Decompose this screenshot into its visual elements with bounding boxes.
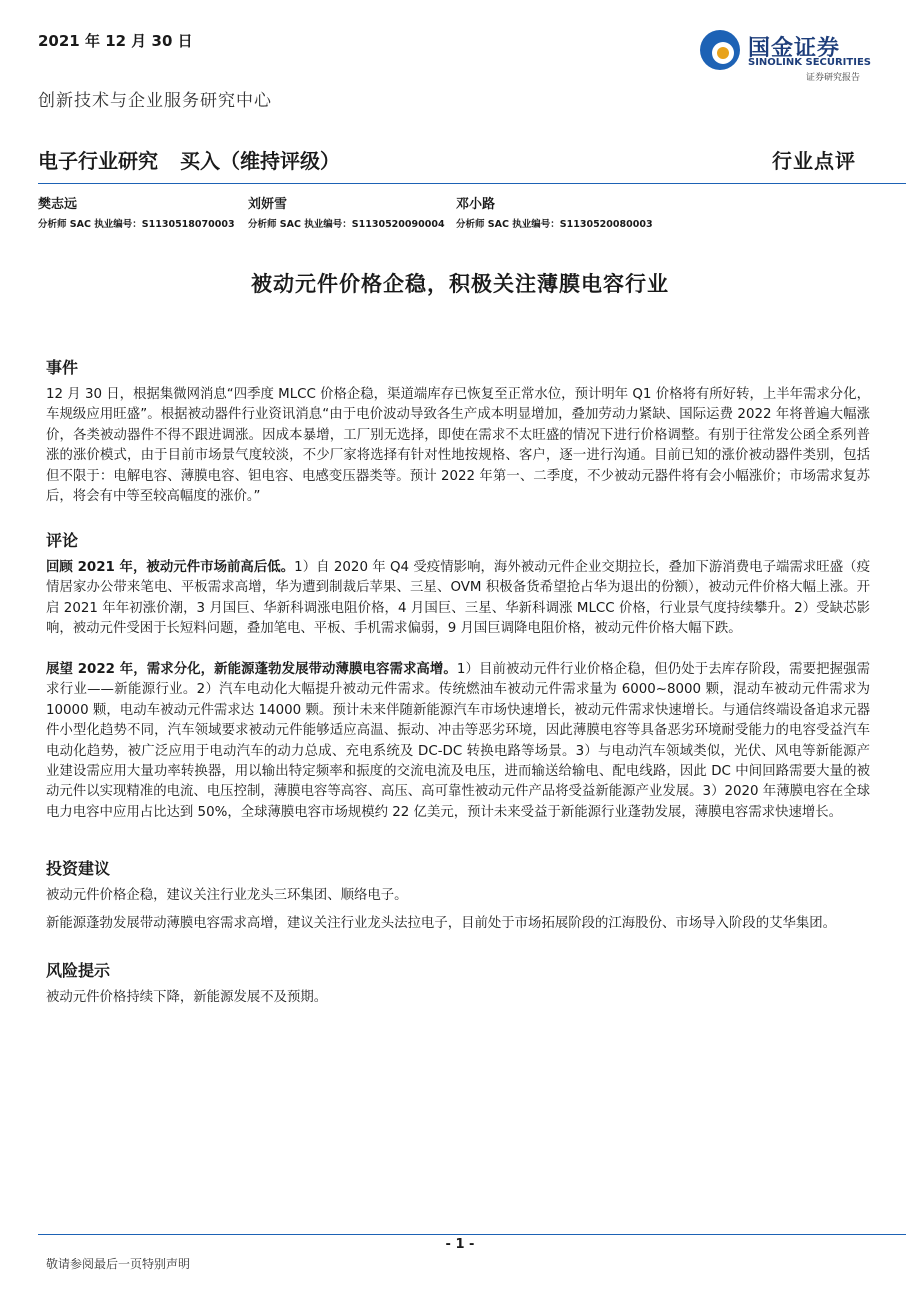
disclaimer-link: 敬请参阅最后一页特别声明 <box>46 1257 191 1271</box>
logo-english-name: SINOLINK SECURITIES <box>748 57 871 68</box>
analyst-card <box>38 193 248 230</box>
footer-divider <box>38 1234 906 1235</box>
page-number: - 1 - <box>445 1237 475 1252</box>
investment-paragraph: 被动元件价格企稳，建议关注行业龙头三环集团、顺络电子。 <box>46 888 408 903</box>
event-paragraph: 12 月 30 日，根据集微网消息“四季度 MLCC 价格企稳，渠道端库存已恢复至正常水位，预计明年 Q1 价格将有所好转，上半年需求分化，车规级应用旺盛”。根据被动器件行业资讯消息“由于电价波动导致各生产成本明显增加，叠加劳动力紧缺、国际运费 2022 年将普遍大幅涨价，各类被动器件不得不跟进调涨。因成本暴增，工厂别无选择，即使在需求不太旺盛的情况下进行价格调整。有别于往常发公函全系列普涨的涨价模式，由于目前市场景气度较淡，不少厂家将选择有针对性地按规格、客户，逐一进行沟通。目前已知的涨价被动器件类别，包括但不限于：电解电容、薄膜电容、钽电容、电感变压器类等。预计 2022 年第一、二季度，不少被动元器件将有会小幅涨价；市场需求复苏后，将会有中等至较高幅度的涨价。” <box>46 387 870 505</box>
rating-label: 买入（维持评级） <box>180 149 340 173</box>
document-title: 被动元件价格企稳，积极关注薄膜电容行业 <box>251 272 669 296</box>
paragraph-lead: 回顾 2021 年，被动元件市场前高后低。 <box>46 560 295 575</box>
analyst-card <box>248 193 458 230</box>
paragraph-lead: 展望 2022 年，需求分化，新能源蓬勃发展带动薄膜电容需求高增。 <box>46 662 457 677</box>
analyst-card <box>456 193 666 230</box>
section-heading-comment: 评论 <box>46 531 79 550</box>
section-heading-investment: 投资建议 <box>46 859 111 878</box>
analyst-id: 分析师 SAC 执业编号：S1130520080003 <box>456 219 653 230</box>
paragraph-body: 1）目前被动元件行业价格企稳，但仍处于去库存阶段，需要把握强需求行业——新能源行业。2）汽车电动化大幅提升被动元件需求。传统燃油车被动元件需求量为 6000~8000 颗，混动车被动元件需求为 10000 颗，电动车被动元件需求达 14000 颗。预计未来伴随新能源汽车市场快速增长，被动元件需求快速增长。与通信终端设备追求元器件小型化趋势不同，汽车领域要求被动元件能够适应高温、振动、冲击等恶劣环境，因此薄膜电容等具备恶劣环境耐受能力的电容受益汽车电动化趋势，被广泛应用于电动汽车的动力总成、充电系统及 DC-DC 转换电路等场景。3）与电动汽车领域类似，光伏、风电等新能源产业建设需应用大量功率转换器，用以输出特定频率和振度的交流电流及电压，进而输送给输电、配电线路，因此 DC 中间回路需要大量的被动元件以实现精准的电流、电压控制，薄膜电容等高容、高压、高可靠性被动元件产品将受益新能源产业发展。3）2020 年薄膜电容在全球电力电容中应用占比达到 50%，全球薄膜电容市场规模约 22 亿美元，预计未来受益于新能源行业蓬勃发展，薄膜电容需求快速增长。 <box>46 662 870 820</box>
report-date: 2021 年 12 月 30 日 <box>38 32 193 50</box>
paragraph-body: 1）自 2020 年 Q4 受疫情影响，海外被动元件企业交期拉长，叠加下游消费电子端需求旺盛（疫情居家办公带来笔电、平板需求高增，华为遭到制裁后苹果、三星、OVM 积极备货希望抢占华为退出的份额），被动元件价格大幅上涨。开启 2021 年年初涨价潮，3 月国巨、华新科调涨电阻价格，4 月国巨、三星、华新科调涨 MLCC 价格，行业景气度持续攀升。2）受缺芯影响，被动元件受困于长短料问题，叠加笔电、平板、手机需求偏弱，9 月国巨调降电阻价格，被动元件价格大幅下跌。 <box>46 560 870 637</box>
section-heading-event: 事件 <box>46 358 79 377</box>
analyst-name: 刘妍雪 <box>248 197 288 212</box>
analyst-id: 分析师 SAC 执业编号：S1130520090004 <box>248 219 445 230</box>
analyst-name: 邓小路 <box>456 197 496 212</box>
analyst-id: 分析师 SAC 执业编号：S1130518070003 <box>38 219 235 230</box>
comment-paragraph-outlook <box>46 660 870 823</box>
analyst-name: 樊志远 <box>38 197 78 212</box>
logo-chinese-name: 国金证券 <box>748 36 841 61</box>
report-header <box>38 145 362 174</box>
investment-paragraph: 新能源蓬勃发展带动薄膜电容需求高增，建议关注行业龙头法拉电子，目前处于市场拓展阶段的江海股份、市场导入阶段的艾华集团。 <box>46 916 837 931</box>
header-divider <box>38 183 906 184</box>
research-center-name: 创新技术与企业服务研究中心 <box>38 91 272 111</box>
section-heading-risk: 风险提示 <box>46 961 111 980</box>
industry-label: 电子行业研究 <box>38 149 158 173</box>
risk-paragraph: 被动元件价格持续下降，新能源发展不及预期。 <box>46 990 328 1005</box>
logo-emblem-icon <box>700 30 740 70</box>
logo-subtitle: 证券研究报告 <box>806 73 861 83</box>
comment-paragraph-review <box>46 558 870 640</box>
report-type: 行业点评 <box>772 149 856 173</box>
